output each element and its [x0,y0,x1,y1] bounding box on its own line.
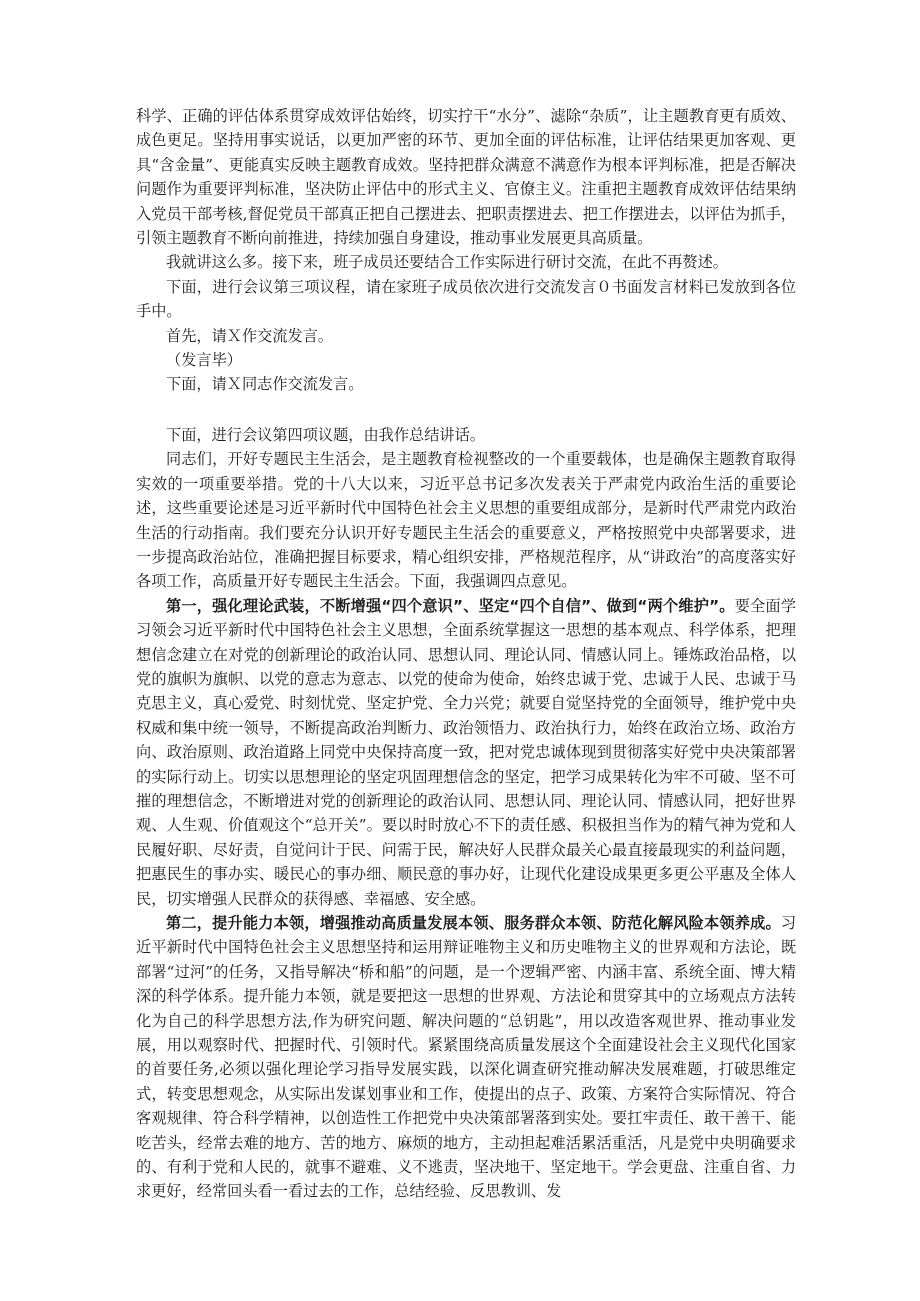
paragraph-summary-intro: 同志们，开好专题民主生活会，是主题教育检视整改的一个重要载体，也是确保主题教育取得实效的一项重要举措。党的十八大以来，习近平总书记多次发表关于严肃党内政治生活的重要论述，这些重要论述是习近平新时代中国特色社会主义思想的重要组成部分，是新时代严肃党内政治生活的行动指南。我们要充分认识开好专题民主生活会的重要意义，严格按照党中央部署要求，进一步提高政治站位，准确把握目标要求，精心组织安排，严格规范程序，从“讲政治”的高度落实好各项工作，高质量开好专题民主生活会。下面，我强调四点意见。 [136,450,796,591]
paragraph-agenda-three: 下面，进行会议第三项议程，请在家班子成员依次进行交流发言０书面发言材料已发放到各位手中。 [136,277,796,321]
paragraph-evaluation: 科学、正确的评估体系贯穿成效评估始终，切实拧干“水分”、滤除“杂质”，让主题教育更有质效、成色更足。坚持用事实说话，以更加严密的环节、更加全面的评估标准，让评估结果更加客观、更具“含金量”、更能真实反映主题教育成效。坚持把群众满意不满意作为根本评判标准，把是否解决问题作为重要评判标准，坚决防止评估中的形式主义、官僚主义。注重把主题教育成效评估结果纳入党员干部考核,督促党员干部真正把自己摆进去、把职责摆进去、把工作摆进去，以评估为抓手，引领主题教育不断向前推进，持续加强自身建设，推动事业发展更具高质量。 [136,107,796,248]
section-two [136,911,796,1204]
paragraph-agenda-four: 下面，进行会议第四项议题，由我作总结讲话。 [166,425,485,444]
paragraph-next-speaker: 下面，请Ｘ同志作交流发言。 [166,375,364,394]
document-page [136,104,796,1204]
section-one-body: 要全面学习领会习近平新时代中国特色社会主义思想，全面系统掌握这一思想的基本观点、科学体系，把理想信念建立在对党的创新理论的政治认同、思想认同、理论认同、情感认同上。锤炼政治品格，以党的旗帜为旗帜、以党的意志为意志、以党的使命为使命，始终忠诚于党、忠诚于人民、忠诚于马克思主义，真心爱党、时刻忧党、坚定护党、全力兴党；就要自觉坚持党的全面领导，维护党中央权威和集中统一领导，不断提高政治判断力、政治领悟力、政治执行力，始终在政治立场、政治方向、政治原则、政治道路上同党中央保持高度一致，把对党忠诚体现到贯彻落实好党中央决策部署的实际行动上。切实以思想理论的坚定巩固理想信念的坚定，把学习成果转化为牢不可破、坚不可摧的理想信念，不断增进对党的创新理论的政治认同、思想认同、理论认同、情感认同，把好世界观、人生观、价值观这个“总开关”。要以时时放心不下的责任感、积极担当作为的精气神为党和人民履好职、尽好责，自觉问计于民、问需于民，解决好人民群众最关心最直接最现实的利益问题，把惠民生的事办实、暖民心的事办细、顺民意的事办好，让现代化建设成果更多更公平惠及全体人民，切实增强人民群众的获得感、幸福感、安全感。 [136,596,797,908]
section-one-heading: 第一，强化理论武装，不断增强“四个意识”、坚定“四个自信”、做到“两个维护”。 [166,596,735,615]
paragraph-first-speaker: 首先，请Ｘ作交流发言。 [166,326,334,345]
section-two-heading: 第二，提升能力本领，增强推动高质量发展本领、服务群众本领、防范化解风险本领养成。 [166,914,781,932]
paragraph-closing-remark: 我就讲这么多。接下来，班子成员还要结合工作实际进行研讨交流，在此不再赘述。 [166,253,728,272]
section-one [136,594,796,911]
paragraph-speech-end: （发言毕） [166,351,242,370]
blank-line [136,397,796,423]
section-two-body: 习近平新时代中国特色社会主义思想坚持和运用辩证唯物主义和历史唯物主义的世界观和方法论，既部署“过河”的任务，又指导解决“桥和船”的问题，是一个逻辑严密、内涵丰富、系统全面、博大精深的科学体系。提升能力本领，就是要把这一思想的世界观、方法论和贯穿其中的立场观点方法转化为自己的科学思想方法,作为研究问题、解决问题的“总钥匙”，用以改造客观世界、推动事业发展，用以观察时代、把握时代、引领时代。紧紧围绕高质量发展这个全面建设社会主义现代化国家的首要任务,必须以强化理论学习指导发展实践，以深化调查研究推动解决发展难题，打破思维定式，转变思想观念，从实际出发谋划事业和工作，使提出的点子、政策、方案符合实际情况、符合客观规律、符合科学精神，以创造性工作把党中央决策部署落到实处。要扛牢责任、敢干善干、能吃苦头，经常去难的地方、苦的地方、麻烦的地方，主动担起难活累活重活，凡是党中央明确要求的、有利于党和人民的，就事不避难、义不逃责，坚决地干、坚定地干。学会更盘、注重自省、力求更好，经常回头看一看过去的工作，总结经验、反思教训、发 [136,914,796,1201]
